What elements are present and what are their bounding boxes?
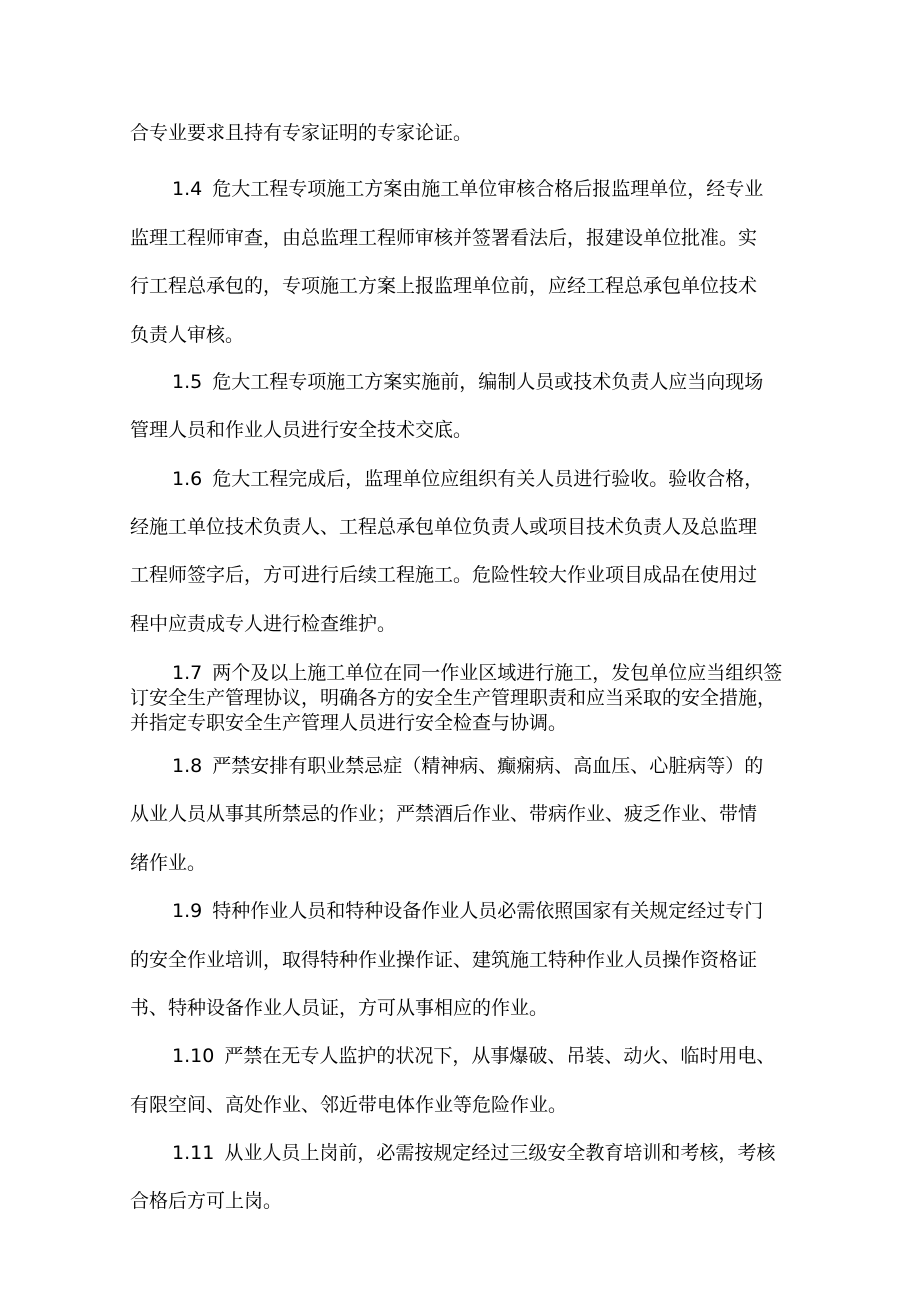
paragraph-1-4-line-4: 负责人审核。 bbox=[130, 324, 245, 346]
paragraph-1-9-line-3: 书、特种设备作业人员证，方可从事相应的作业。 bbox=[130, 997, 549, 1019]
paragraph-number: 1.11 bbox=[172, 1142, 215, 1164]
paragraph-text: 从业人员上岗前，必需按规定经过三级安全教育培训和考核，考核 bbox=[224, 1142, 776, 1164]
paragraph-number: 1.10 bbox=[172, 1045, 215, 1067]
paragraph-number: 1.7 bbox=[172, 662, 203, 684]
paragraph-text: 两个及以上施工单位在同一作业区域进行施工，发包单位应当组织签 bbox=[212, 662, 783, 684]
paragraph-1-5-line-1 bbox=[172, 370, 810, 394]
paragraph-1-10-line-1 bbox=[172, 1044, 810, 1068]
paragraph-1-7-line-1 bbox=[172, 661, 810, 685]
paragraph-1-11-line-2: 合格后方可上岗。 bbox=[130, 1190, 283, 1212]
paragraph-text: 危大工程专项施工方案实施前，编制人员或技术负责人应当向现场 bbox=[212, 371, 764, 393]
paragraph-1-8-line-2: 从业人员从事其所禁忌的作业；严禁酒后作业、带病作业、疲乏作业、带情 bbox=[130, 803, 758, 825]
paragraph-1-8-line-1 bbox=[172, 754, 810, 778]
paragraph-number: 1.6 bbox=[172, 468, 203, 490]
paragraph-1-6-line-2: 经施工单位技术负责人、工程总承包单位负责人或项目技术负责人及总监理 bbox=[130, 516, 758, 538]
paragraph-number: 1.9 bbox=[172, 900, 203, 922]
paragraph-1-9-line-1 bbox=[172, 899, 810, 923]
paragraph-1-8-line-3: 绪作业。 bbox=[130, 852, 207, 874]
paragraph-text: 危大工程完成后，监理单位应组织有关人员进行验收。验收合格， bbox=[212, 468, 764, 490]
paragraph-1-6-line-4: 程中应责成专人进行检查维护。 bbox=[130, 613, 397, 635]
paragraph-1-4-line-2: 监理工程师审查，由总监理工程师审核并签署看法后，报建设单位批准。实 bbox=[130, 227, 758, 249]
paragraph-number: 1.5 bbox=[172, 371, 203, 393]
paragraph-1-5-line-2: 管理人员和作业人员进行安全技术交底。 bbox=[130, 419, 473, 441]
paragraph-1-4-line-1 bbox=[172, 177, 810, 201]
paragraph-1-7-line-3: 并指定专职安全生产管理人员进行安全检查与协调。 bbox=[130, 712, 568, 734]
paragraph-1-4-line-3: 行工程总承包的，专项施工方案上报监理单位前，应经工程总承包单位技术 bbox=[130, 275, 758, 297]
paragraph-1-6-line-1 bbox=[172, 467, 810, 491]
paragraph-text: 严禁安排有职业禁忌症（精神病、癫痫病、高血压、心脏病等）的 bbox=[212, 755, 764, 777]
paragraph-continuation-line-1: 合专业要求且持有专家证明的专家论证。 bbox=[130, 122, 473, 144]
paragraph-1-6-line-3: 工程师签字后，方可进行后续工程施工。危险性较大作业项目成品在使用过 bbox=[130, 564, 758, 586]
paragraph-1-9-line-2: 的安全作业培训，取得特种作业操作证、建筑施工特种作业人员操作资格证 bbox=[130, 949, 758, 971]
paragraph-1-11-line-1 bbox=[172, 1141, 810, 1165]
paragraph-number: 1.4 bbox=[172, 178, 203, 200]
paragraph-1-7-line-2: 订安全生产管理协议，明确各方的安全生产管理职责和应当采取的安全措施， bbox=[130, 687, 777, 709]
paragraph-text: 特种作业人员和特种设备作业人员必需依照国家有关规定经过专门 bbox=[212, 900, 764, 922]
paragraph-text: 严禁在无专人监护的状况下，从事爆破、吊装、动火、临时用电、 bbox=[224, 1045, 776, 1067]
paragraph-text: 危大工程专项施工方案由施工单位审核合格后报监理单位，经专业 bbox=[212, 178, 764, 200]
paragraph-number: 1.8 bbox=[172, 755, 203, 777]
paragraph-1-10-line-2: 有限空间、高处作业、邻近带电体作业等危险作业。 bbox=[130, 1094, 568, 1116]
